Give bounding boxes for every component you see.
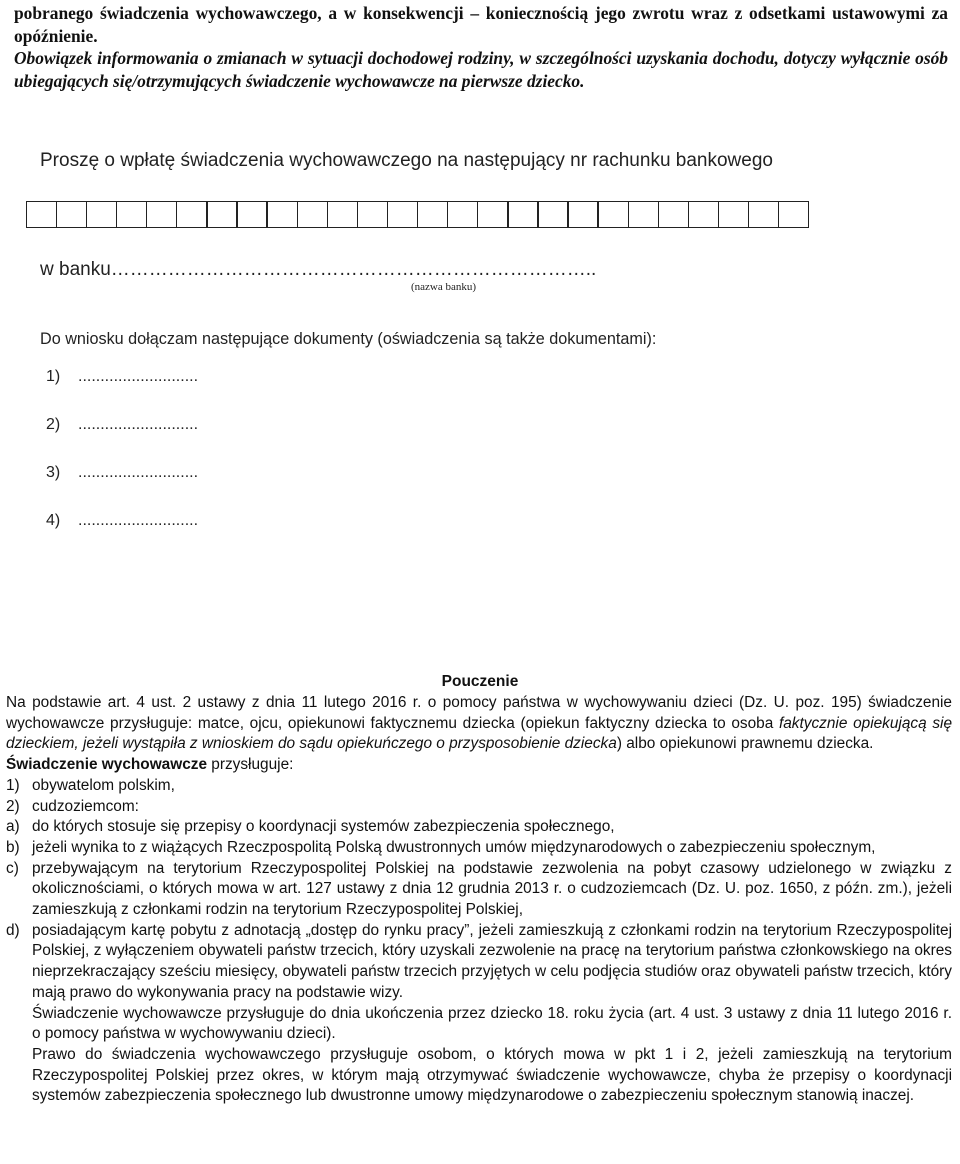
note-intro: Na podstawie art. 4 ust. 2 ustawy z dnia 11 lutego 2016 r. o pomocy państwa w wychowywaniu dzieci (Dz. U. poz. 195) świadczenie wychowawcze przysługuje: matce, ojcu, opiekunowi faktycznemu dziecka (opiekun faktyczny dziecka to osoba faktycznie opiekującą się dzieckiem, jeżeli wystąpiła z wnioskiem do sądu opiekuńczego o przysposobienie dziecka) albo opiekunowi prawnemu dziecka. [6,694,953,753]
account-digit-cell[interactable] [628,201,659,228]
account-digit-cell[interactable] [417,201,448,228]
attachment-item[interactable]: 3) ........................... [46,464,199,481]
account-digit-cell[interactable] [567,201,598,228]
attachment-item[interactable]: 2) ........................... [46,416,199,433]
account-digit-cell[interactable] [206,201,237,228]
account-digit-cell[interactable] [718,201,749,228]
account-digit-cell[interactable] [116,201,147,228]
account-digit-cell[interactable] [26,201,57,228]
note-group-item: 2) cudzoziemcom: [6,797,139,815]
bank-name-line[interactable]: w banku………………………………………………………………….. [40,259,597,280]
note-residence: Prawo do świadczenia wychowawczego przysługuje osobom, o których mowa w pkt 1 i 2, jeżeli zamieszkują na terytorium Rzeczypospolitej Polskiej przez okres, w którym mają otrzymywać świadczenie wychowawcze, chyba że przepisy o koordynacji systemów zabezpieczenia społecznego lub dwustronne umowy międzynarodowe o zabezpieczeniu społecznym stanowią inaczej. [32,1045,952,1105]
note-sub-item: d) posiadającym kartę pobytu z adnotacją „dostęp do rynku pracy”, jeżeli zamieszkują z członkami rodzin na terytorium Rzeczypospolitej Polskiej, z wyłączeniem obywateli państw trzecich, który uzyskali zezwolenie na pracę na terytorium państwa członkowskiego na okres nieprzekraczający sześciu miesięcy, obywateli państw trzecich przyjętych w celu podjęcia studiów oraz obywateli państw trzecich, który mają prawo do wykonywania pracy na podstawie wizy. [6,921,952,1001]
account-digit-cell[interactable] [447,201,478,228]
note-entitled: Świadczenie wychowawcze przysługuje: [6,756,294,774]
account-digit-cell[interactable] [597,201,628,228]
note-heading: Pouczenie [441,673,519,690]
top-line-2: Obowiązek informowania o zmianach w sytuacji dochodowej rodziny, w szczególności uzyskania dochodu, dotyczy wyłącznie osób ubiegających się/otrzymujących świadczenie wychowawcze na pierwsze dziecko. [14,48,948,91]
account-request-text: Proszę o wpłatę świadczenia wychowawczego na następujący nr rachunku bankowego [40,150,773,171]
bank-name-caption: (nazwa banku) [411,281,477,293]
note-sub-item: b) jeżeli wynika to z wiążących Rzeczpospolitą Polską dwustronnych umów międzynarodowych o zabezpieczeniu społecznym, [6,838,876,856]
attachments-list [46,368,198,560]
note-body [6,693,952,1107]
top-paragraph [14,2,948,92]
account-digit-cell[interactable] [537,201,568,228]
top-line-1: pobranego świadczenia wychowawczego, a w konsekwencji – koniecznością jego zwrotu wraz z odsetkami ustawowymi za opóźnienie. [14,3,948,46]
account-digit-cell[interactable] [327,201,358,228]
account-digit-cell[interactable] [357,201,388,228]
account-digit-cell[interactable] [387,201,418,228]
attachments-title: Do wniosku dołączam następujące dokumenty (oświadczenia są także dokumentami): [40,330,657,348]
account-digit-cell[interactable] [507,201,538,228]
account-digit-cell[interactable] [778,201,809,228]
note-sub-item: c) przebywającym na terytorium Rzeczypospolitej Polskiej na podstawie zezwolenia na pobyt czasowy udzielonego w związku z okolicznościami, o których mowa w art. 127 ustawy z dnia 12 grudnia 2013 r. o cudzoziemcach (Dz. U. poz. 1650, z późn. zm.), jeżeli zamieszkują z członkami rodzin na terytorium Rzeczypospolitej Polskiej, [6,859,952,919]
account-digit-cell[interactable] [477,201,508,228]
account-digit-cell[interactable] [86,201,117,228]
account-digit-cell[interactable] [748,201,779,228]
attachment-item[interactable]: 1) ........................... [46,368,199,385]
account-digit-cell[interactable] [56,201,87,228]
account-digit-cell[interactable] [176,201,207,228]
account-digit-cell[interactable] [658,201,689,228]
account-digit-cell[interactable] [146,201,177,228]
note-sub-item: a) do których stosuje się przepisy o koordynacji systemów zabezpieczenia społecznego, [6,818,615,836]
attachment-item[interactable]: 4) ........................... [46,512,199,529]
note-group-item: 1) obywatelom polskim, [6,776,175,794]
account-number-boxes[interactable] [27,201,809,228]
note-duration: Świadczenie wychowawcze przysługuje do dnia ukończenia przez dziecko 18. roku życia (art. 4 ust. 3 ustawy z dnia 11 lutego 2016 r. o pomocy państwa w wychowywaniu dzieci). [32,1004,952,1043]
account-digit-cell[interactable] [688,201,719,228]
account-digit-cell[interactable] [236,201,267,228]
account-digit-cell[interactable] [297,201,328,228]
account-digit-cell[interactable] [266,201,297,228]
